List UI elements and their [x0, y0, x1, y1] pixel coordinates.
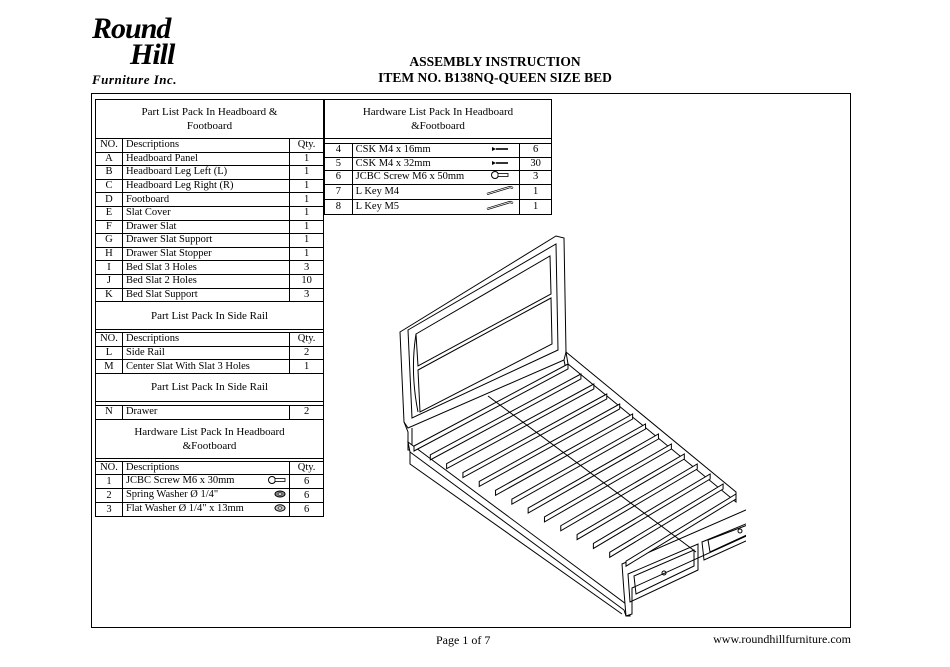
table-row [96, 220, 324, 234]
row-description-text: Bed Slat 2 Holes [125, 275, 197, 287]
spring-washer-icon [274, 490, 286, 502]
row-qty: 1 [290, 206, 324, 220]
row-description-text: Bed Slat 3 Holes [125, 261, 197, 273]
col-desc-header: Descriptions [122, 461, 289, 475]
row-no: 3 [96, 503, 123, 517]
bed-illustration [396, 232, 746, 617]
row-description-text: Spring Washer Ø 1/4" [125, 489, 219, 501]
row-no: C [96, 179, 123, 193]
row-qty: 3 [520, 171, 552, 185]
bolt-icon [268, 476, 286, 488]
row-description [122, 247, 289, 261]
row-description [352, 184, 480, 199]
row-description-text: Slat Cover [125, 207, 171, 219]
row-qty: 1 [520, 199, 552, 214]
col-qty-header: Qty. [290, 139, 324, 153]
table-row [96, 261, 324, 275]
row-qty: 6 [290, 489, 324, 503]
table-row [96, 206, 324, 220]
logo-word-hill: Hill [130, 38, 175, 71]
row-description [122, 193, 289, 207]
table-row [96, 234, 324, 248]
bed-slat [463, 394, 607, 478]
row-description [122, 503, 289, 517]
row-description-text: Drawer [125, 406, 158, 418]
row-description-text: JCBC Screw M6 x 30mm [125, 475, 235, 487]
row-qty: 1 [290, 234, 324, 248]
row-qty: 3 [290, 288, 324, 302]
row-no: 4 [325, 144, 353, 158]
row-description [122, 179, 289, 193]
row-description [352, 144, 480, 158]
row-no: A [96, 152, 123, 166]
parts-table [95, 99, 324, 517]
row-no: G [96, 234, 123, 248]
table-row [96, 288, 324, 302]
row-description [122, 261, 289, 275]
row-no: 7 [325, 184, 353, 199]
table-row [325, 184, 552, 199]
table-row [96, 360, 324, 374]
row-description [352, 157, 480, 171]
screw-icon [480, 157, 520, 171]
row-no: 2 [96, 489, 123, 503]
table-row [96, 179, 324, 193]
allen-key-icon [480, 184, 520, 199]
row-qty: 1 [290, 247, 324, 261]
section-title-siderail-2: Part List Pack In Side Rail [96, 373, 324, 401]
row-qty: 30 [520, 157, 552, 171]
row-description [122, 206, 289, 220]
row-description-text: Footboard [125, 193, 170, 205]
row-description [122, 288, 289, 302]
row-description-text: Headboard Leg Right (R) [125, 180, 234, 192]
row-no: I [96, 261, 123, 275]
row-no: B [96, 166, 123, 180]
row-description [122, 360, 289, 374]
row-no: N [96, 405, 123, 419]
bolt-icon [480, 171, 520, 185]
row-description-text: L Key M5 [355, 200, 400, 212]
row-description-text: CSK M4 x 16mm [355, 144, 431, 156]
col-no-header: NO. [96, 461, 123, 475]
section-title-hardware-right: Hardware List Pack In Headboard &Footboard [325, 100, 552, 139]
row-qty: 3 [290, 261, 324, 275]
table-row [325, 144, 552, 158]
section-title-hardware: Hardware List Pack In Headboard &Footboard [96, 419, 324, 458]
row-qty: 6 [290, 475, 324, 489]
table-row [325, 171, 552, 185]
row-qty: 1 [290, 166, 324, 180]
row-description [122, 274, 289, 288]
col-qty-header: Qty. [290, 461, 324, 475]
row-description-text: Drawer Slat Stopper [125, 248, 212, 260]
title-line-1: ASSEMBLY INSTRUCTION [409, 54, 581, 69]
row-qty: 1 [290, 193, 324, 207]
hardware-table [324, 99, 552, 215]
row-description-text: Headboard Leg Left (L) [125, 166, 228, 178]
table-row [96, 274, 324, 288]
table-row [96, 247, 324, 261]
row-description-text: CSK M4 x 32mm [355, 157, 431, 169]
row-description [122, 475, 289, 489]
row-description-text: Drawer Slat [125, 220, 177, 232]
row-qty: 2 [290, 405, 324, 419]
row-no: 8 [325, 199, 353, 214]
col-no-header: NO. [96, 139, 123, 153]
col-qty-header: Qty. [290, 333, 324, 347]
row-no: 6 [325, 171, 353, 185]
row-description-text: Headboard Panel [125, 152, 198, 164]
table-row [96, 193, 324, 207]
row-description [122, 166, 289, 180]
row-qty: 1 [290, 360, 324, 374]
row-description [122, 405, 289, 419]
row-no: 1 [96, 475, 123, 489]
row-description [352, 199, 480, 214]
col-no-header: NO. [96, 333, 123, 347]
table-row [96, 346, 324, 360]
row-no: E [96, 206, 123, 220]
row-no: K [96, 288, 123, 302]
allen-key-icon [480, 199, 520, 214]
row-description [122, 346, 289, 360]
document-title [330, 54, 660, 86]
row-no: H [96, 247, 123, 261]
col-desc-header: Descriptions [122, 139, 289, 153]
row-description [122, 220, 289, 234]
row-qty: 1 [520, 184, 552, 199]
row-no: F [96, 220, 123, 234]
logo-word-furniture: Furniture Inc. [92, 72, 178, 87]
brand-logo [92, 12, 212, 90]
row-description-text: Side Rail [125, 347, 165, 359]
table-row [96, 475, 324, 489]
logo-word-round: Round [92, 12, 171, 45]
row-description-text: JCBC Screw M6 x 50mm [355, 171, 465, 183]
table-row [96, 405, 324, 419]
table-row [325, 157, 552, 171]
row-description [122, 489, 289, 503]
row-description-text: Drawer Slat Support [125, 234, 213, 246]
row-no: L [96, 346, 123, 360]
row-description-text: Center Slat With Slat 3 Holes [125, 360, 250, 372]
row-description [352, 171, 480, 185]
row-no: 5 [325, 157, 353, 171]
screw-icon [480, 144, 520, 158]
row-qty: 6 [520, 144, 552, 158]
section-title-siderail: Part List Pack In Side Rail [96, 302, 324, 330]
bed-slat [479, 404, 619, 486]
row-qty: 10 [290, 274, 324, 288]
website-url: www.roundhillfurniture.com [713, 632, 851, 646]
table-row [325, 199, 552, 214]
row-qty: 1 [290, 220, 324, 234]
section-title-headboard: Part List Pack In Headboard & Footboard [96, 100, 324, 139]
table-row [96, 489, 324, 503]
row-description [122, 152, 289, 166]
row-description [122, 234, 289, 248]
page-number: Page 1 of 7 [436, 633, 491, 647]
flat-washer-icon [274, 504, 286, 516]
col-desc-header: Descriptions [122, 333, 289, 347]
row-qty: 6 [290, 503, 324, 517]
row-no: D [96, 193, 123, 207]
table-row [96, 503, 324, 517]
table-row [96, 166, 324, 180]
table-row [96, 152, 324, 166]
row-qty: 2 [290, 346, 324, 360]
row-qty: 1 [290, 179, 324, 193]
row-qty: 1 [290, 152, 324, 166]
row-description-text: Flat Washer Ø 1/4" x 13mm [125, 503, 244, 515]
title-line-2: ITEM NO. B138NQ-QUEEN SIZE BED [378, 70, 612, 85]
row-description-text: L Key M4 [355, 185, 400, 197]
row-no: J [96, 274, 123, 288]
row-description-text: Bed Slat Support [125, 288, 198, 300]
row-no: M [96, 360, 123, 374]
